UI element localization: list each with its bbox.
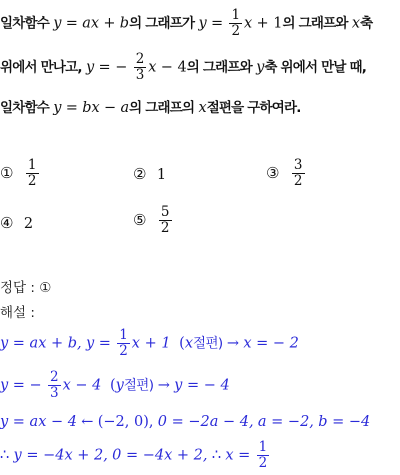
fraction-denominator: 2 bbox=[293, 173, 303, 189]
fraction bbox=[159, 205, 172, 236]
math-expression: y = ax + b, bbox=[0, 335, 82, 352]
fraction bbox=[229, 8, 242, 39]
math-expression: y = − 4 bbox=[174, 377, 230, 394]
choice-number: ② bbox=[133, 165, 147, 183]
fraction bbox=[292, 158, 305, 189]
arrow-left-icon: ← bbox=[81, 414, 94, 430]
fraction-numerator: 1 bbox=[27, 157, 37, 173]
math-expression: 0 = −2a − 4, bbox=[157, 414, 254, 430]
math-expression: 0 = −4x + 2, bbox=[112, 447, 208, 464]
math-term: − 4 bbox=[160, 59, 187, 76]
question-line-3 bbox=[0, 96, 301, 116]
math-var: y bbox=[198, 15, 207, 32]
question-text: 축 위에서 만날 때, bbox=[264, 59, 367, 76]
math-var: x bbox=[244, 15, 253, 32]
math-op: = bbox=[65, 15, 78, 32]
choice-number: ① bbox=[0, 163, 14, 182]
choice-number: ④ bbox=[0, 214, 14, 232]
question-text: 의 그래프의 bbox=[129, 100, 195, 116]
arrow-right-icon: → bbox=[226, 335, 240, 352]
choice-value: 1 bbox=[156, 167, 167, 183]
question-line-2 bbox=[0, 52, 366, 83]
fraction-numerator: 1 bbox=[231, 7, 241, 23]
choice-1[interactable] bbox=[0, 158, 41, 189]
fraction bbox=[257, 440, 270, 471]
math-term: bx bbox=[82, 100, 100, 116]
paren: ( bbox=[179, 335, 185, 352]
explanation-step-2 bbox=[0, 370, 230, 401]
answer-line bbox=[0, 276, 51, 296]
arrow-right-icon: → bbox=[157, 377, 170, 394]
fraction-numerator: 3 bbox=[293, 157, 303, 173]
question-line-1 bbox=[0, 8, 372, 39]
question-text: 의 그래프와 bbox=[282, 15, 348, 32]
fraction-denominator: 2 bbox=[160, 220, 170, 236]
fraction-numerator: 1 bbox=[258, 439, 268, 455]
choice-4[interactable] bbox=[0, 214, 33, 232]
math-var: x bbox=[148, 59, 157, 76]
explanation-text: 절편) bbox=[123, 377, 154, 394]
fraction-numerator: 2 bbox=[50, 369, 59, 385]
math-term: + 1 bbox=[256, 15, 283, 32]
math-term: ax bbox=[82, 15, 100, 32]
answer-value: ① bbox=[39, 280, 52, 296]
fraction-numerator: 2 bbox=[135, 51, 145, 67]
explanation-step-3 bbox=[0, 414, 370, 430]
math-op: = bbox=[65, 100, 78, 116]
math-var: x bbox=[198, 100, 207, 116]
math-op: + bbox=[103, 15, 116, 32]
math-expression: b = −4 bbox=[318, 414, 371, 430]
question-text: 의 그래프가 bbox=[129, 15, 195, 32]
math-expression: a = −2, bbox=[257, 414, 314, 430]
math-expression: x = − 2 bbox=[243, 335, 299, 352]
math-var: a bbox=[120, 100, 130, 116]
answer-label: 정답 : bbox=[0, 280, 35, 296]
fraction-denominator: 2 bbox=[27, 173, 37, 189]
math-expression: y = bbox=[85, 335, 111, 352]
fraction-denominator: 2 bbox=[231, 23, 241, 39]
math-expression: y = − bbox=[0, 377, 42, 394]
choice-number: ⑤ bbox=[133, 210, 147, 229]
math-var: y bbox=[85, 59, 95, 76]
question-text: 일차함수 bbox=[0, 100, 49, 116]
fraction bbox=[134, 52, 147, 83]
fraction-denominator: 2 bbox=[258, 455, 268, 471]
math-var: b bbox=[119, 15, 130, 32]
math-var: y bbox=[115, 377, 124, 394]
explanation-step-4 bbox=[0, 440, 271, 471]
fraction-numerator: 1 bbox=[119, 327, 128, 343]
question-text: 위에서 만나고, bbox=[0, 59, 82, 76]
math-op: = bbox=[211, 15, 224, 32]
question-text: 절편을 구하여라. bbox=[206, 100, 301, 116]
explanation-label: 해설 : bbox=[0, 305, 35, 321]
math-var: y bbox=[53, 100, 62, 116]
math-var: y bbox=[256, 59, 265, 76]
choice-3[interactable] bbox=[266, 158, 307, 189]
math-expression: x + 1 bbox=[131, 335, 171, 352]
math-expression: y = ax − 4 bbox=[0, 414, 77, 430]
choice-2[interactable] bbox=[133, 165, 166, 183]
therefore-icon: ∴ bbox=[0, 447, 10, 464]
explanation-step-1 bbox=[0, 328, 299, 359]
fraction bbox=[26, 158, 39, 189]
math-op: − bbox=[103, 100, 117, 116]
fraction-denominator: 3 bbox=[50, 385, 59, 401]
fraction-denominator: 2 bbox=[119, 343, 128, 359]
question-text: 축 bbox=[360, 15, 373, 32]
math-expression: (−2, 0), bbox=[97, 414, 154, 430]
fraction-numerator: 5 bbox=[160, 204, 170, 220]
fraction bbox=[117, 328, 130, 359]
math-op: = − bbox=[98, 59, 128, 76]
math-var: x bbox=[184, 335, 194, 352]
fraction-denominator: 3 bbox=[135, 67, 145, 83]
choice-value: 2 bbox=[23, 216, 34, 232]
math-var: y bbox=[53, 15, 62, 32]
question-text: 의 그래프와 bbox=[186, 59, 252, 76]
math-expression: y = −4x + 2, bbox=[13, 447, 108, 464]
math-expression: x − 4 bbox=[62, 377, 102, 394]
fraction bbox=[48, 370, 61, 401]
math-expression: x = bbox=[225, 447, 251, 464]
question-text: 일차함수 bbox=[0, 15, 49, 32]
explanation-text: 절편) bbox=[193, 335, 223, 352]
math-var: x bbox=[351, 15, 361, 32]
choice-5[interactable] bbox=[133, 205, 174, 236]
paren: ( bbox=[109, 377, 116, 394]
therefore-icon: ∴ bbox=[211, 447, 222, 464]
choice-number: ③ bbox=[266, 163, 280, 182]
